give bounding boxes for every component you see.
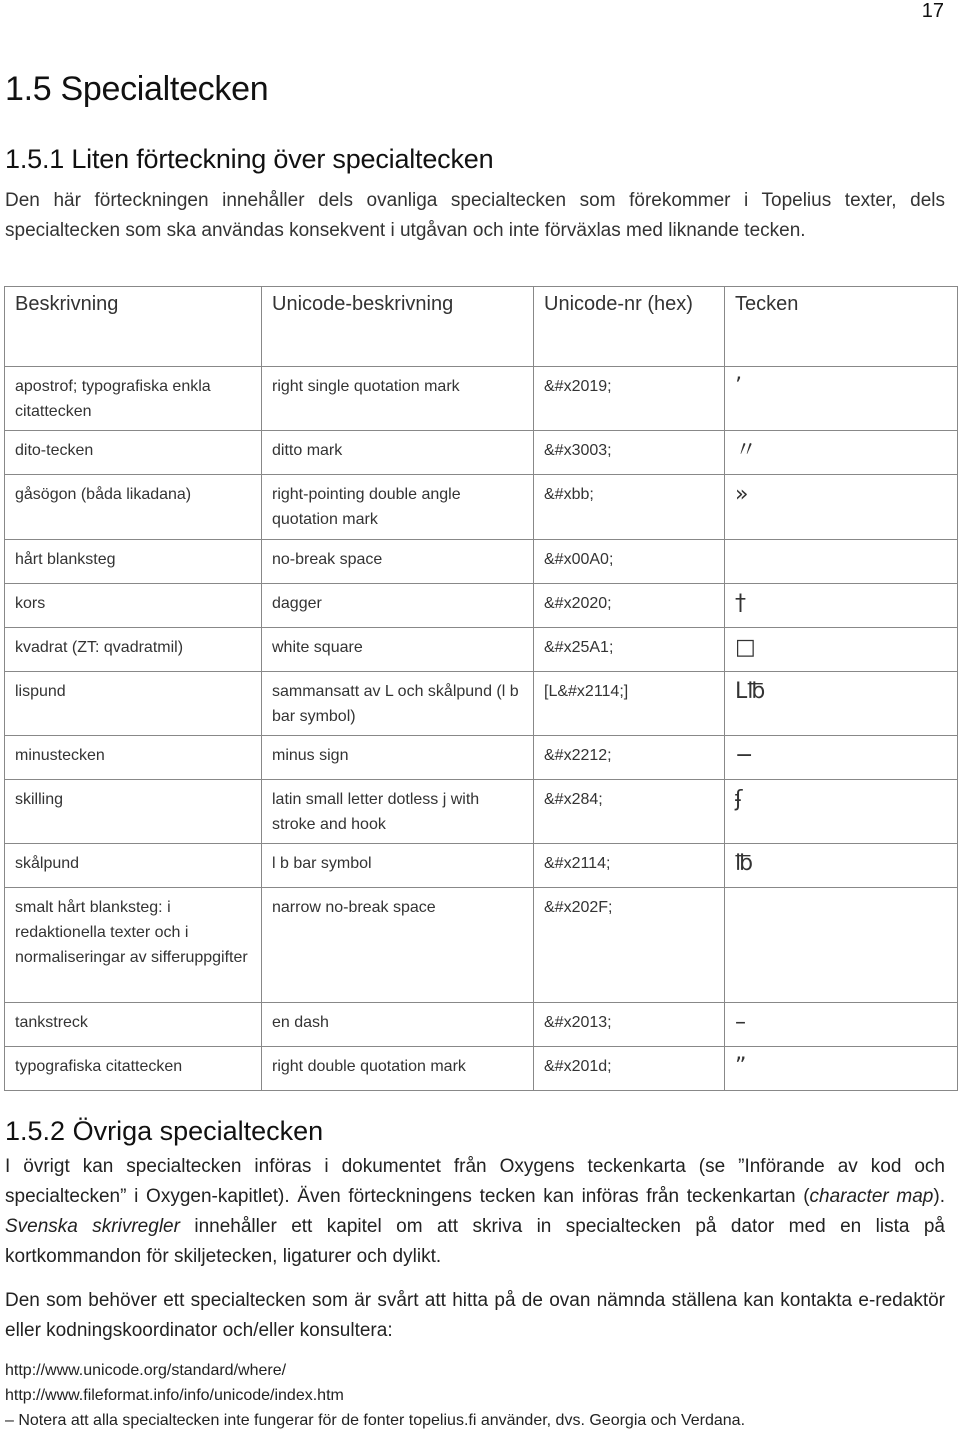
header-cell: Tecken — [725, 287, 958, 367]
unicode-hex-cell: &#x2019; — [534, 367, 725, 431]
unicode-hex-cell: &#x2020; — [534, 584, 725, 628]
description-cell: skålpund — [5, 844, 262, 888]
unicode-hex-cell: &#x25A1; — [534, 628, 725, 672]
unicode-description-cell: sammansatt av L och skålpund (l b bar symbol) — [262, 672, 534, 736]
description-cell: hårt blanksteg — [5, 540, 262, 584]
description-cell: skilling — [5, 780, 262, 844]
table-row — [5, 888, 958, 1003]
table-row — [5, 780, 958, 844]
character-cell — [725, 888, 958, 1003]
link-fileformat[interactable]: http://www.fileformat.info/info/unicode/index.htm — [5, 1387, 344, 1404]
subsection-heading-1 — [5, 144, 493, 175]
table-row — [5, 1003, 958, 1047]
header-cell: Unicode-nr (hex) — [534, 287, 725, 367]
character-cell: † — [725, 584, 958, 628]
subsection-num-b: .1 — [41, 144, 65, 174]
unicode-description-cell: l b bar symbol — [262, 844, 534, 888]
unicode-hex-cell: &#x2212; — [534, 736, 725, 780]
table-row — [5, 672, 958, 736]
character-cell: 〃 — [725, 431, 958, 475]
table-row — [5, 584, 958, 628]
unicode-hex-cell: &#x202F; — [534, 888, 725, 1003]
description-cell: lispund — [5, 672, 262, 736]
subsection-title: Övriga specialtecken — [65, 1116, 324, 1146]
table-row — [5, 367, 958, 431]
unicode-description-cell: minus sign — [262, 736, 534, 780]
subsection-num-a: 1.5 — [5, 144, 42, 174]
links-block — [5, 1358, 745, 1433]
text: innehåller ett kapitel om att skriva in specialtecken på dator med en lista på kortkommandon för skiljetecken, ligaturer och dylikt. — [5, 1216, 945, 1267]
link-unicode[interactable]: http://www.unicode.org/standard/where/ — [5, 1362, 287, 1379]
section-heading: 1.5 Specialtecken — [5, 70, 269, 108]
unicode-description-cell: latin small letter dotless j with stroke and hook — [262, 780, 534, 844]
description-cell: smalt hårt blanksteg: i redaktionella texter och i normaliseringar av sifferuppgifter — [5, 888, 262, 1003]
description-cell: minustecken — [5, 736, 262, 780]
character-cell: » — [725, 475, 958, 540]
unicode-description-cell: right-pointing double angle quotation mark — [262, 475, 534, 540]
character-cell: ’ — [725, 367, 958, 431]
unicode-description-cell: no-break space — [262, 540, 534, 584]
table-row — [5, 1047, 958, 1091]
description-cell: kvadrat (ZT: qvadratmil) — [5, 628, 262, 672]
note: – Notera att alla specialtecken inte fungerar för de fonter topelius.fi använder, dvs. Georgia och Verdana. — [5, 1412, 746, 1429]
subsection-num-b: .2 — [42, 1116, 66, 1146]
table-row — [5, 540, 958, 584]
unicode-hex-cell: &#x3003; — [534, 431, 725, 475]
unicode-hex-cell: &#x2114; — [534, 844, 725, 888]
description-cell: kors — [5, 584, 262, 628]
character-cell: □ — [725, 628, 958, 672]
character-cell: − — [725, 736, 958, 780]
table-row — [5, 844, 958, 888]
italic-text: character map — [809, 1186, 934, 1207]
description-cell: tankstreck — [5, 1003, 262, 1047]
character-cell: L℔ — [725, 672, 958, 736]
character-cell: ʄ — [725, 780, 958, 844]
paragraph-2: Den som behöver ett specialtecken som är svårt att hitta på de ovan nämnda ställena kan kontakta e-redaktör eller kodningskoordinator och/eller konsultera: — [5, 1290, 945, 1341]
subsection-title: Liten förteckning över specialtecken — [64, 144, 494, 174]
unicode-description-cell: dagger — [262, 584, 534, 628]
unicode-description-cell: narrow no-break space — [262, 888, 534, 1003]
special-characters-table — [4, 286, 958, 1091]
unicode-description-cell: ditto mark — [262, 431, 534, 475]
italic-text: Svenska skrivregler — [5, 1216, 180, 1237]
description-cell: apostrof; typografiska enkla citattecken — [5, 367, 262, 431]
unicode-hex-cell: &#x00A0; — [534, 540, 725, 584]
text: I övrigt kan specialtecken införas i dokumentet från Oxygens teckenkarta (se ”Införande av kod och specialtecken” i Oxygen-kapitlet). Även förteckningens tecken kan införas från teckenkartan ( — [5, 1156, 945, 1207]
page-number: 17 — [921, 0, 944, 22]
description-cell: dito-tecken — [5, 431, 262, 475]
table-row — [5, 431, 958, 475]
paragraph-1 — [5, 1152, 945, 1272]
unicode-description-cell: right single quotation mark — [262, 367, 534, 431]
description-cell: typografiska citattecken — [5, 1047, 262, 1091]
unicode-hex-cell: &#x2013; — [534, 1003, 725, 1047]
character-cell: ” — [725, 1047, 958, 1091]
subsection-num-a: 1.5 — [5, 1116, 43, 1146]
header-cell: Unicode-beskrivning — [262, 287, 534, 367]
text: ). — [933, 1186, 945, 1207]
unicode-description-cell: white square — [262, 628, 534, 672]
table-header-row — [5, 287, 958, 367]
unicode-description-cell: right double quotation mark — [262, 1047, 534, 1091]
table-row — [5, 736, 958, 780]
unicode-hex-cell: &#xbb; — [534, 475, 725, 540]
character-cell: – — [725, 1003, 958, 1047]
unicode-hex-cell: &#x201d; — [534, 1047, 725, 1091]
header-cell: Beskrivning — [5, 287, 262, 367]
unicode-hex-cell: [L&#x2114;] — [534, 672, 725, 736]
table-row — [5, 628, 958, 672]
intro-paragraph: Den här förteckningen innehåller dels ovanliga specialtecken som förekommer i Topelius texter, dels specialtecken som ska användas konsekvent i utgåvan och inte förväxlas med liknande tecken. — [5, 190, 945, 241]
unicode-hex-cell: &#x284; — [534, 780, 725, 844]
unicode-description-cell: en dash — [262, 1003, 534, 1047]
description-cell: gåsögon (båda likadana) — [5, 475, 262, 540]
character-cell: ℔ — [725, 844, 958, 888]
character-cell — [725, 540, 958, 584]
table-row — [5, 475, 958, 540]
subsection-heading-2 — [5, 1116, 323, 1147]
